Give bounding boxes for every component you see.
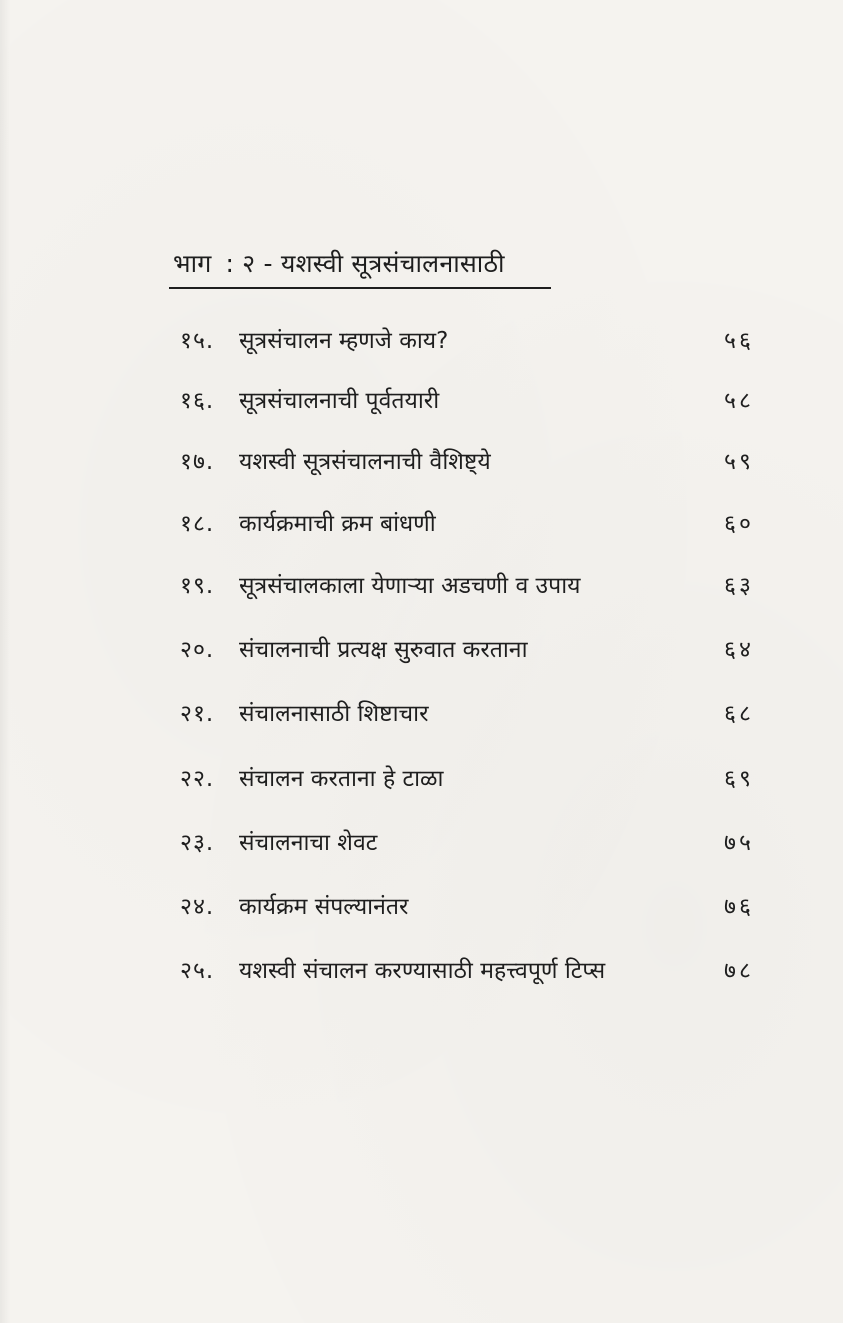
toc-entry-number: २४. bbox=[180, 894, 215, 920]
toc-entry-number: २३. bbox=[180, 830, 215, 856]
toc-entry-page: ६० bbox=[724, 511, 754, 537]
toc-entry bbox=[0, 504, 843, 544]
toc-entry-number: १८. bbox=[180, 511, 215, 537]
toc-entry-title: संचालन करताना हे टाळा bbox=[239, 766, 444, 792]
toc-entry-title: कार्यक्रम संपल्यानंतर bbox=[239, 894, 409, 920]
toc-entry-page: ७८ bbox=[724, 958, 754, 984]
toc-entry-title: सूत्रसंचालन म्हणजे काय? bbox=[239, 328, 449, 354]
part-label: भाग bbox=[173, 249, 212, 278]
toc-entry bbox=[0, 630, 843, 670]
toc-entry-page: ६९ bbox=[724, 766, 754, 792]
toc-entry-title: सूत्रसंचालकाला येणाऱ्या अडचणी व उपाय bbox=[239, 573, 581, 599]
toc-entry-number: १५. bbox=[180, 328, 215, 354]
toc-entry-number: २०. bbox=[180, 637, 215, 663]
toc-entry-page: ५६ bbox=[724, 328, 754, 354]
toc-entry-title: यशस्वी सूत्रसंचालनाची वैशिष्ट्ये bbox=[239, 449, 491, 475]
toc-entry bbox=[0, 823, 843, 863]
section-title: २ - यशस्वी सूत्रसंचालनासाठी bbox=[242, 249, 505, 278]
toc-entry bbox=[0, 951, 843, 991]
toc-entry-number: १९. bbox=[180, 573, 215, 599]
toc-entry bbox=[0, 694, 843, 734]
toc-entry-page: ७५ bbox=[724, 830, 754, 856]
heading-separator: : bbox=[225, 249, 235, 278]
toc-entry-number: १६. bbox=[180, 388, 215, 414]
toc-entry-title: संचालनाची प्रत्यक्ष सुरुवात करताना bbox=[239, 637, 528, 663]
toc-entry-number: २१. bbox=[180, 701, 215, 727]
toc-entry-number: २२. bbox=[180, 766, 215, 792]
toc-entry-title: संचालनासाठी शिष्टाचार bbox=[239, 701, 429, 727]
section-heading bbox=[173, 247, 505, 281]
toc-entry-title: संचालनाचा शेवट bbox=[239, 830, 378, 856]
toc-entry-title: सूत्रसंचालनाची पूर्वतयारी bbox=[239, 388, 440, 414]
toc-entry bbox=[0, 321, 843, 361]
toc-entry-page: ७६ bbox=[724, 894, 754, 920]
heading-underline bbox=[169, 287, 551, 289]
toc-entry bbox=[0, 442, 843, 482]
toc-entry-title: कार्यक्रमाची क्रम बांधणी bbox=[239, 511, 436, 537]
toc-entry-page: ६४ bbox=[724, 637, 754, 663]
toc-entry-title: यशस्वी संचालन करण्यासाठी महत्त्वपूर्ण टिप्स bbox=[239, 958, 606, 984]
toc-entry-number: २५. bbox=[180, 958, 215, 984]
toc-entry-number: १७. bbox=[180, 449, 215, 475]
toc-entry bbox=[0, 381, 843, 421]
toc-entry bbox=[0, 759, 843, 799]
toc-entry-page: ६८ bbox=[724, 701, 754, 727]
toc-entry bbox=[0, 566, 843, 606]
toc-entry-page: ५८ bbox=[724, 388, 754, 414]
toc-entry bbox=[0, 887, 843, 927]
toc-entry-page: ६३ bbox=[724, 573, 754, 599]
toc-entry-page: ५९ bbox=[724, 449, 754, 475]
